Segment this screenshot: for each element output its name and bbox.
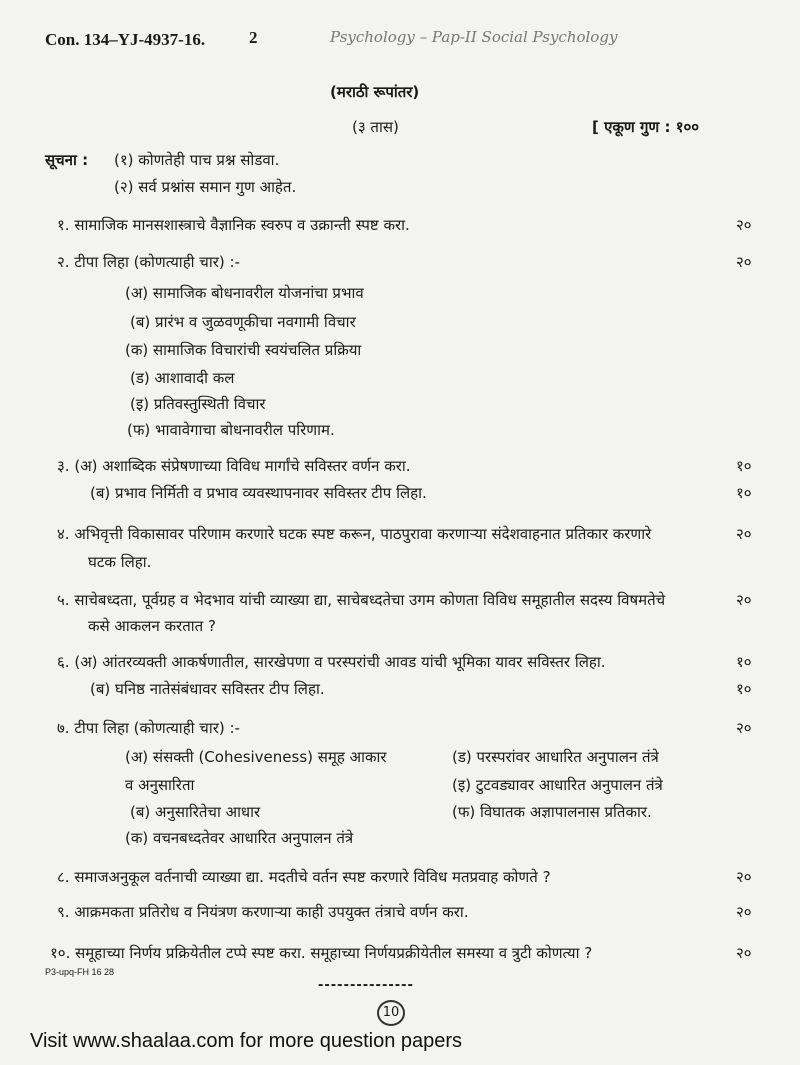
- end-rule: ---------------: [318, 978, 414, 993]
- circled-page-number: 10: [377, 1000, 405, 1026]
- question-6a: ६. (अ) आंतरव्यक्ती आकर्षणातील, सारखेपणा व परस्परांची आवड यांची भूमिका यावर सविस्तर लिहा.: [57, 653, 606, 671]
- sub-question: (ब) अनुसारितेचा आधार: [130, 803, 261, 821]
- question-1: १. सामाजिक मानसशास्त्राचे वैज्ञानिक स्वरुप व उक्रान्ती स्पष्ट करा.: [57, 216, 410, 234]
- sub-question: (इ) टुटवड्यावर आधारित अनुपालन तंत्रे: [452, 776, 663, 794]
- instructions-label: सूचना :: [45, 151, 89, 169]
- question-9: ९. आक्रमकता प्रतिरोध व नियंत्रण करणाऱ्या काही उपयुक्त तंत्राचे वर्णन करा.: [57, 903, 469, 921]
- question-7: ७. टीपा लिहा (कोणत्याही चार) :-: [57, 719, 240, 737]
- marks: २०: [736, 944, 752, 962]
- sub-question: (अ) सामाजिक बोधनावरील योजनांचा प्रभाव: [125, 284, 364, 302]
- sub-question: (ड) परस्परांवर आधारित अनुपालन तंत्रे: [452, 748, 659, 766]
- visit-link[interactable]: Visit www.shaalaa.com for more question papers: [30, 1030, 463, 1052]
- marks: २०: [736, 868, 752, 886]
- question-10: १०. समूहाच्या निर्णय प्रक्रियेतील टप्पे स्पष्ट करा. समूहाच्या निर्णयप्रक्रीयेतील समस्या व त्रुटी कोणत्या ?: [50, 944, 593, 962]
- question-5-cont: कसे आकलन करतात ?: [88, 617, 216, 635]
- marks: १०: [736, 653, 752, 671]
- sub-question-cont: व अनुसारिता: [125, 776, 195, 794]
- question-3b: (ब) प्रभाव निर्मिती व प्रभाव व्यवस्थापनावर सविस्तर टीप लिहा.: [90, 484, 427, 502]
- question-8: ८. समाजअनुकूल वर्तनाची व्याख्या द्या. मदतीचे वर्तन स्पष्ट करणारे विविध मतप्रवाह कोणते ?: [57, 868, 551, 886]
- print-code: P3-upq-FH 16 28: [45, 967, 115, 977]
- sub-question: (ब) प्रारंभ व जुळवणूकीचा नवगामी विचार: [130, 313, 356, 331]
- marks: २०: [736, 719, 752, 737]
- instruction-2: (२) सर्व प्रश्नांस समान गुण आहेत.: [114, 178, 297, 196]
- handwritten-subject: Psychology – Pap-II Social Psychology: [330, 28, 618, 46]
- question-4: ४. अभिवृत्ती विकासावर परिणाम करणारे घटक स्पष्ट करून, पाठपुरावा करणाऱ्या संदेशवाहनात प्रतिकार करणारे: [57, 525, 652, 543]
- page-number: 2: [249, 28, 258, 47]
- sub-question: (क) वचनबध्दतेवर आधारित अनुपालन तंत्रे: [125, 829, 354, 847]
- instruction-1: (१) कोणतेही पाच प्रश्न सोडवा.: [114, 151, 280, 169]
- total-marks: [ एकूण गुण : १००: [592, 118, 700, 136]
- marks: १०: [736, 680, 752, 698]
- sub-question: (ड) आशावादी कल: [130, 369, 235, 387]
- marks: १०: [736, 457, 752, 475]
- marks: २०: [736, 903, 752, 921]
- sub-question: (इ) प्रतिवस्तुस्थिती विचार: [130, 395, 266, 413]
- question-5: ५. साचेबध्दता, पूर्वग्रह व भेदभाव यांची व्याख्या द्या, साचेबध्दतेचा उगम कोणता विविध समूहातील सदस्य विषमतेचे: [57, 591, 666, 609]
- marks: २०: [736, 216, 752, 234]
- sub-question: (अ) संसक्ती (Cohesiveness) समूह आकार: [125, 748, 387, 766]
- question-2: २. टीपा लिहा (कोणत्याही चार) :-: [57, 253, 240, 271]
- marks: २०: [736, 591, 752, 609]
- duration: (३ तास): [352, 118, 399, 136]
- paper-code: Con. 134–YJ-4937-16.: [45, 30, 206, 49]
- marks: २०: [736, 525, 752, 543]
- question-4-cont: घटक लिहा.: [88, 553, 152, 571]
- marks: २०: [736, 253, 752, 271]
- sub-question: (क) सामाजिक विचारांची स्वयंचलित प्रक्रिया: [125, 341, 362, 359]
- sub-question: (फ) विघातक अज्ञापालनास प्रतिकार.: [452, 803, 652, 821]
- translation-label: (मराठी रूपांतर): [330, 83, 420, 101]
- question-3a: ३. (अ) अशाब्दिक संप्रेषणाच्या विविध मार्गांचे सविस्तर वर्णन करा.: [57, 457, 411, 475]
- marks: १०: [736, 484, 752, 502]
- question-6b: (ब) घनिष्ठ नातेसंबंधावर सविस्तर टीप लिहा.: [90, 680, 325, 698]
- sub-question: (फ) भावावेगाचा बोधनावरील परिणाम.: [127, 421, 335, 439]
